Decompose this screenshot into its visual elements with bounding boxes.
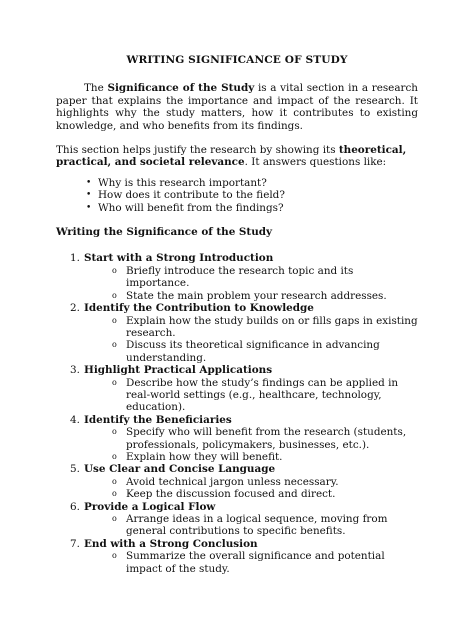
step-title: Provide a Logical Flow bbox=[84, 500, 216, 513]
sub-item-text: Briefly introduce the research topic and its importance. bbox=[126, 264, 354, 290]
step-title: Start with a Strong Introduction bbox=[84, 252, 274, 265]
step-item bbox=[56, 501, 418, 538]
bullet-icon: • bbox=[86, 177, 92, 188]
circle-bullet-icon: o bbox=[112, 427, 117, 437]
sub-item-text: Avoid technical jargon unless necessary. bbox=[126, 475, 339, 488]
circle-bullet-icon: o bbox=[112, 489, 117, 499]
question-text: Who will benefit from the findings? bbox=[98, 201, 284, 214]
list-item bbox=[112, 488, 418, 500]
step-number: 1. bbox=[70, 252, 80, 265]
list-item bbox=[86, 202, 418, 214]
justify-paragraph bbox=[56, 144, 418, 169]
sub-item-text: Discuss its theoretical significance in advancing understanding. bbox=[126, 339, 380, 364]
circle-bullet-icon: o bbox=[112, 340, 117, 350]
step-item bbox=[56, 302, 418, 364]
step-title: Use Clear and Concise Language bbox=[84, 463, 276, 476]
sub-item-text: Arrange ideas in a logical sequence, moving from general contributions to specific benefits. bbox=[126, 513, 388, 538]
list-item bbox=[112, 315, 418, 340]
sub-list bbox=[84, 265, 418, 302]
list-item bbox=[112, 426, 418, 451]
list-item bbox=[112, 265, 418, 290]
step-number: 3. bbox=[70, 364, 80, 377]
step-item bbox=[56, 364, 418, 414]
step-item bbox=[56, 538, 418, 575]
sub-item-text: Explain how the study builds on or fills gaps in existing research. bbox=[126, 314, 418, 339]
sub-item-text: Describe how the study’s findings can be applied in real-world settings (e.g., healthcare, technology, education). bbox=[126, 376, 399, 414]
circle-bullet-icon: o bbox=[112, 476, 117, 486]
list-item bbox=[112, 513, 418, 538]
step-number: 4. bbox=[70, 413, 80, 426]
sub-list bbox=[84, 377, 418, 414]
list-item bbox=[86, 189, 418, 201]
circle-bullet-icon: o bbox=[112, 265, 117, 275]
list-item bbox=[112, 290, 418, 302]
list-item bbox=[112, 476, 418, 488]
step-item bbox=[56, 463, 418, 500]
step-title: Identify the Contribution to Knowledge bbox=[84, 302, 314, 315]
list-item bbox=[112, 339, 418, 364]
circle-bullet-icon: o bbox=[112, 551, 117, 561]
bullet-icon: • bbox=[86, 190, 92, 201]
sub-list bbox=[84, 315, 418, 365]
step-title: Highlight Practical Applications bbox=[84, 364, 273, 377]
intro-prefix: The bbox=[84, 82, 108, 95]
list-item bbox=[112, 377, 418, 414]
bullet-icon: • bbox=[86, 202, 92, 213]
list-item bbox=[112, 451, 418, 463]
step-title: Identify the Beneficiaries bbox=[84, 413, 232, 426]
step-item bbox=[56, 414, 418, 464]
intro-bold: Significance of the Study bbox=[107, 82, 255, 95]
question-text: How does it contribute to the field? bbox=[98, 189, 285, 202]
list-item bbox=[86, 177, 418, 189]
circle-bullet-icon: o bbox=[112, 315, 117, 325]
intro-rest: is a vital section in a research paper that explains the importance and impact of the research. It highlights why the study matters, how it contributes to existing knowledge, and who benefits from its findings. bbox=[56, 82, 418, 132]
intro-paragraph bbox=[56, 82, 418, 132]
sub-list bbox=[84, 513, 418, 538]
justify-prefix: This section helps justify the research by showing its bbox=[56, 144, 339, 157]
circle-bullet-icon: o bbox=[112, 290, 117, 300]
step-number: 7. bbox=[70, 537, 80, 550]
question-text: Why is this research important? bbox=[98, 176, 267, 189]
step-number: 6. bbox=[70, 500, 80, 513]
sub-list bbox=[84, 476, 418, 501]
list-item bbox=[112, 550, 418, 575]
sub-item-text: Summarize the overall significance and potential impact of the study. bbox=[126, 550, 385, 575]
step-number: 2. bbox=[70, 302, 80, 315]
step-item bbox=[56, 252, 418, 302]
question-list bbox=[56, 177, 418, 214]
sub-item-text: Specify who will benefit from the research (students, professionals, policymakers, businesses, etc.). bbox=[126, 426, 407, 451]
circle-bullet-icon: o bbox=[112, 451, 117, 461]
sub-list bbox=[84, 550, 418, 575]
sub-item-text: Explain how they will benefit. bbox=[126, 450, 283, 463]
justify-rest: . It answers questions like: bbox=[244, 156, 387, 169]
justify-bold: theoretical, practical, and societal relevance bbox=[56, 144, 407, 169]
steps-list bbox=[56, 252, 418, 575]
step-number: 5. bbox=[70, 463, 80, 476]
step-title: End with a Strong Conclusion bbox=[84, 537, 258, 550]
section-heading: Writing the Significance of the Study bbox=[56, 226, 273, 239]
sub-item-text: Keep the discussion focused and direct. bbox=[126, 488, 336, 501]
circle-bullet-icon: o bbox=[112, 377, 117, 387]
sub-list bbox=[84, 426, 418, 463]
sub-item-text: State the main problem your research addresses. bbox=[126, 289, 387, 302]
circle-bullet-icon: o bbox=[112, 514, 117, 523]
document-title: WRITING SIGNIFICANCE OF STUDY bbox=[126, 54, 348, 66]
